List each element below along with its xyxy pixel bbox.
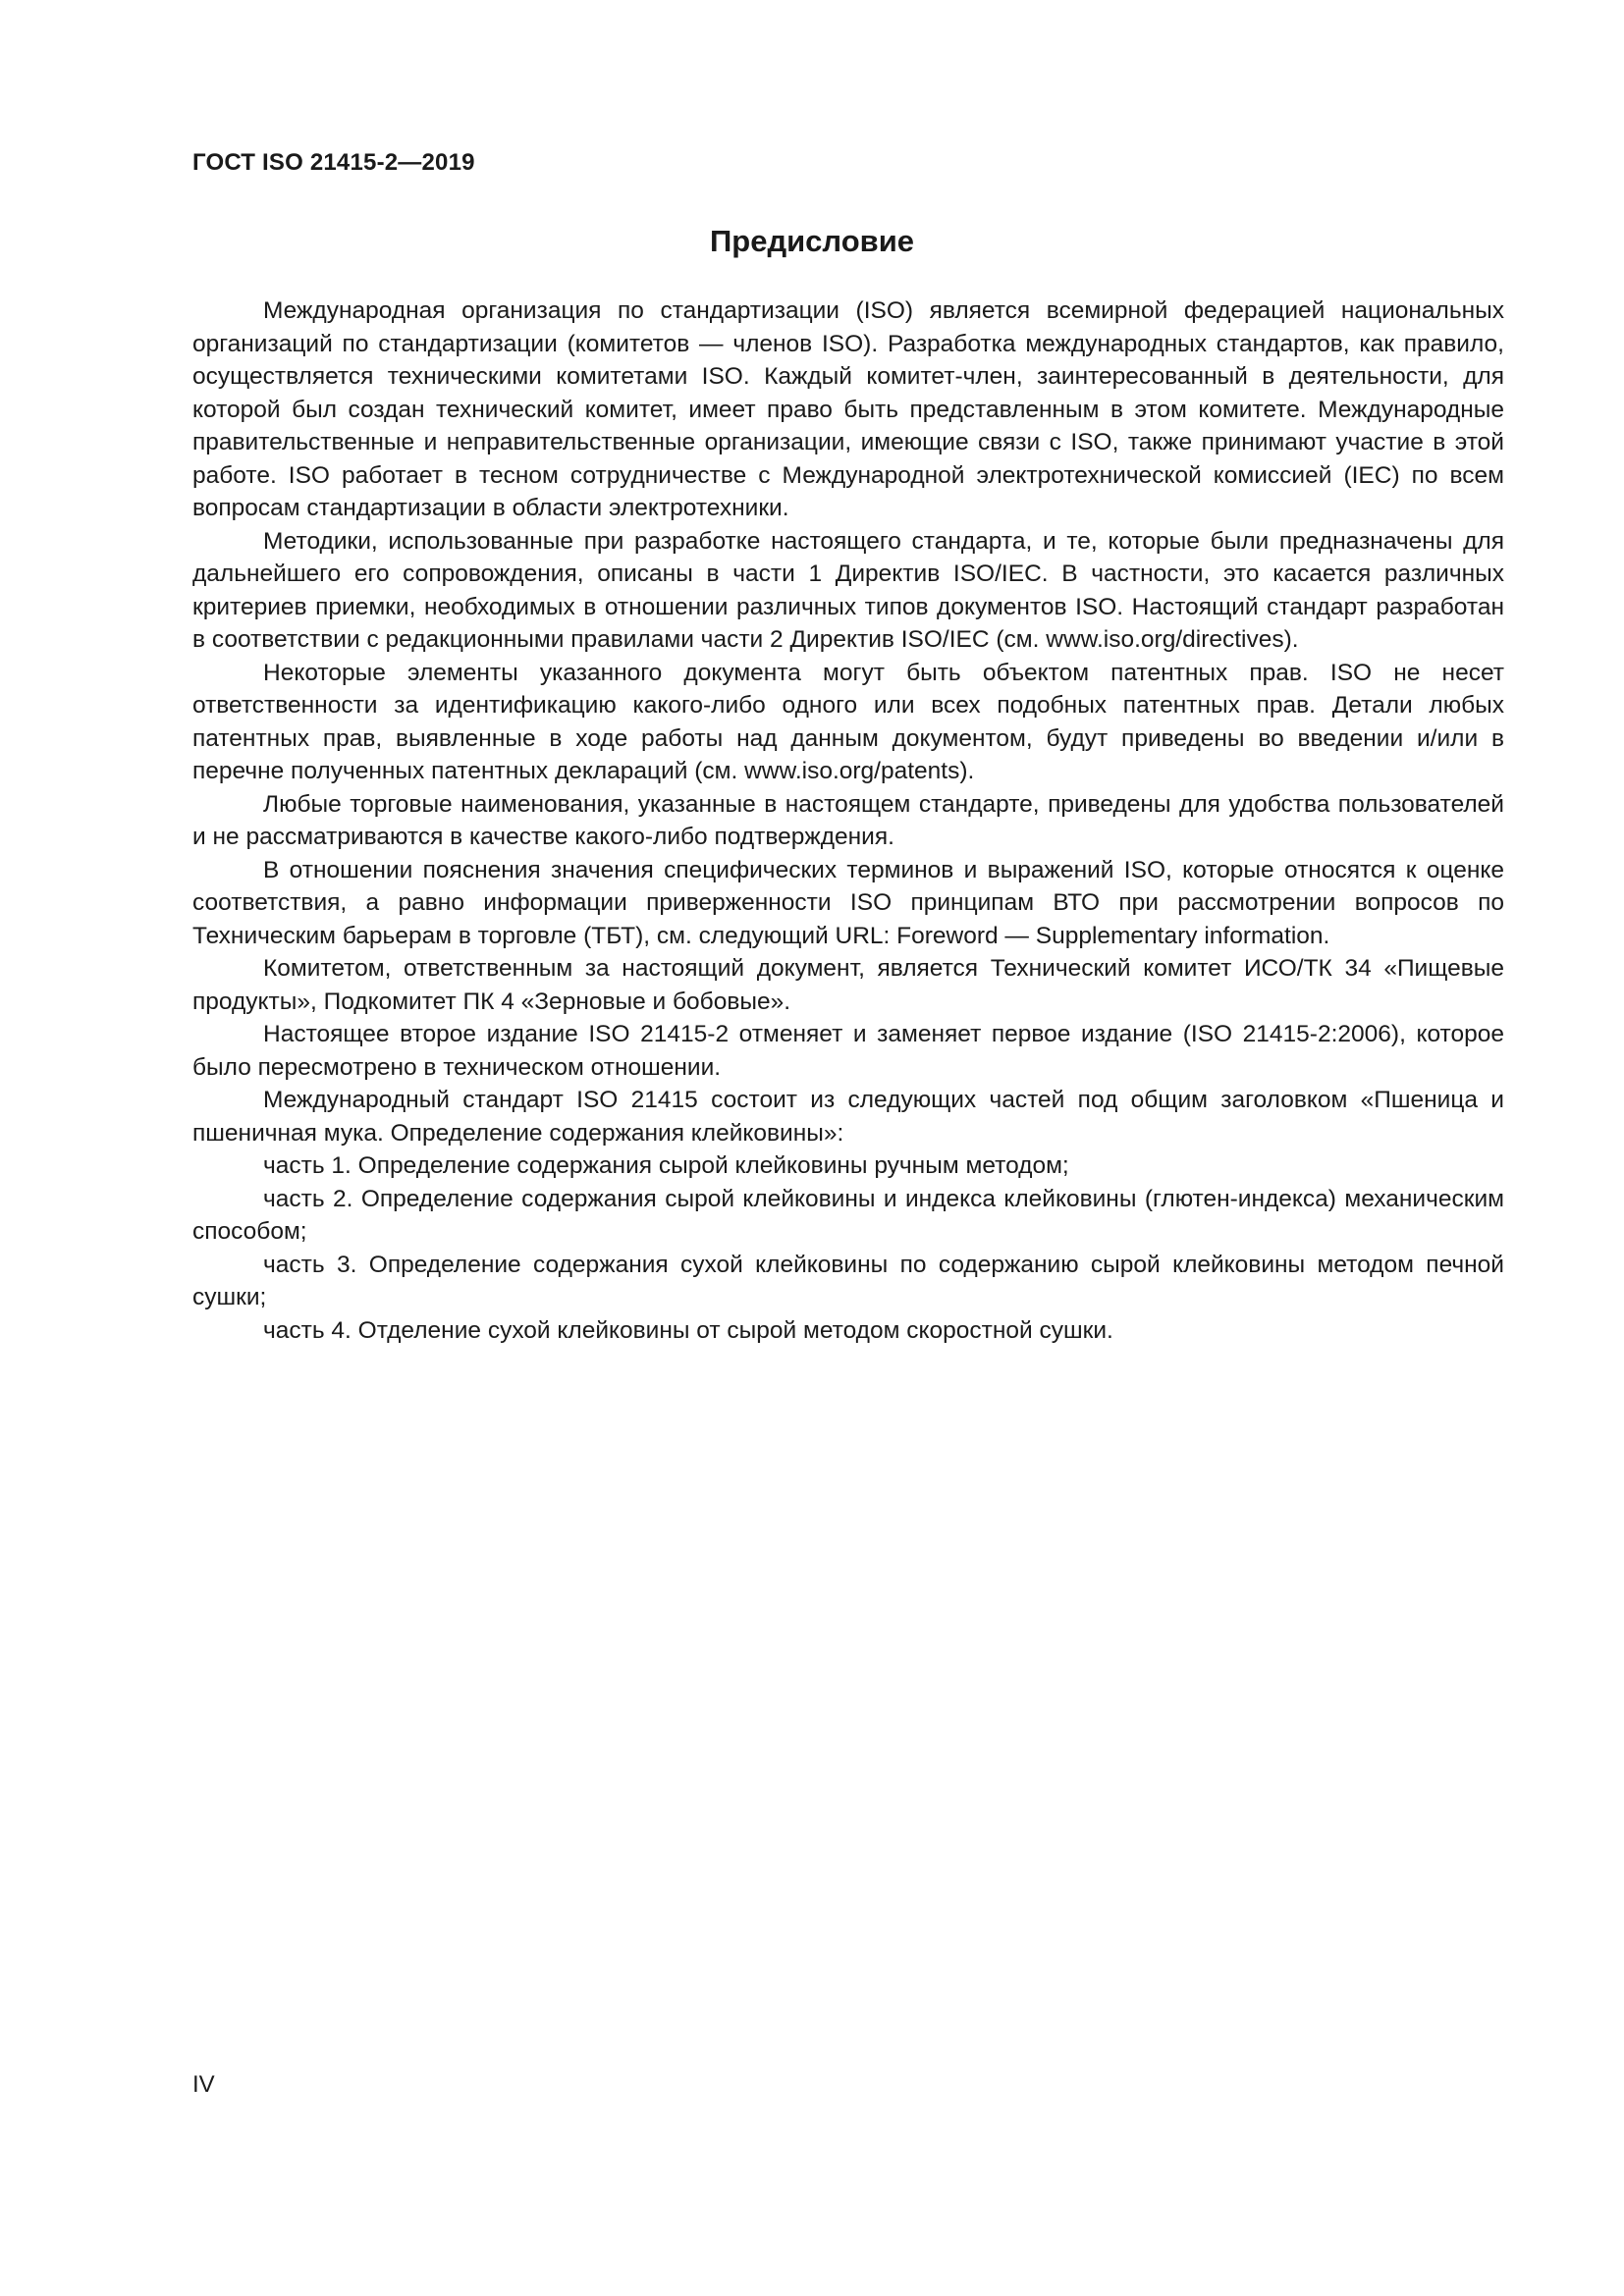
paragraph-terms-wto: В отношении пояснения значения специфических терминов и выражений ISO, которые относятся к оценке соответствия, а равно информации приверженности ISO принципам ВТО при рассмотрении вопросов по Техническим барьерам в торговле (ТБТ), см. следующий URL: Foreword — Supplementary information. [192,856,1504,949]
page-title: Предисловие [709,224,914,258]
list-item-part-1: часть 1. Определение содержания сырой клейковины ручным методом; [263,1152,1069,1179]
paragraph-parts-intro: Международный стандарт ISO 21415 состоит из следующих частей под общим заголовком «Пшеница и пшеничная мука. Определение содержания клейковины»: [192,1087,1504,1147]
paragraph-trade-names: Любые торговые наименования, указанные в настоящем стандарте, приведены для удобства пользователей и не рассматриваются в качестве какого-либо подтверждения. [192,790,1504,850]
page-number: IV [192,2071,215,2098]
document-body [192,294,1504,1347]
paragraph-committee: Комитетом, ответственным за настоящий документ, является Технический комитет ИСО/ТК 34 «Пищевые продукты», Подкомитет ПК 4 «Зерновые и бобовые». [192,955,1504,1015]
document-code-header: ГОСТ ISO 21415-2—2019 [192,149,475,176]
list-item-part-4: часть 4. Отделение сухой клейковины от сырой методом скоростной сушки. [263,1316,1113,1344]
paragraph-patents: Некоторые элементы указанного документа могут быть объектом патентных прав. ISO не несет ответственности за идентификацию какого-либо одного или всех подобных патентных прав. Детали любых патентных прав, выявленные в ходе работы над данным документом, будут приведены во введении и/или в перечне полученных патентных деклараций (см. www.iso.org/patents). [192,659,1504,784]
paragraph-methods: Методики, использованные при разработке настоящего стандарта, и те, которые были предназначены для дальнейшего его сопровождения, описаны в части 1 Директив ISO/IEC. В частности, это касается различных критериев приемки, необходимых в отношении различных типов документов ISO. Настоящий стандарт разработан в соответствии с редакционными правилами части 2 Директив ISO/IEC (см. www.iso.org/directives). [192,527,1504,653]
paragraph-edition: Настоящее второе издание ISO 21415-2 отменяет и заменяет первое издание (ISO 21415-2:2006), которое было пересмотрено в техническом отношении. [192,1021,1504,1081]
list-item-part-2: часть 2. Определение содержания сырой клейковины и индекса клейковины (глютен-индекса) механическим способом; [192,1185,1504,1245]
paragraph-iso-organization: Международная организация по стандартизации (ISO) является всемирной федерацией национальных организаций по стандартизации (комитетов — членов ISO). Разработка международных стандартов, как правило, осуществляется техническими комитетами ISO. Каждый комитет-член, заинтересованный в деятельности, для которой был создан технический комитет, имеет право быть представленным в этом комитете. Международные правительственные и неправительственные организации, имеющие связи с ISO, также принимают участие в этой работе. ISO работает в тесном сотрудничестве с Международной электротехнической комиссией (IEC) по всем вопросам стандартизации в области электротехники. [192,297,1504,521]
list-item-part-3: часть 3. Определение содержания сухой клейковины по содержанию сырой клейковины методом печной сушки; [192,1251,1504,1310]
